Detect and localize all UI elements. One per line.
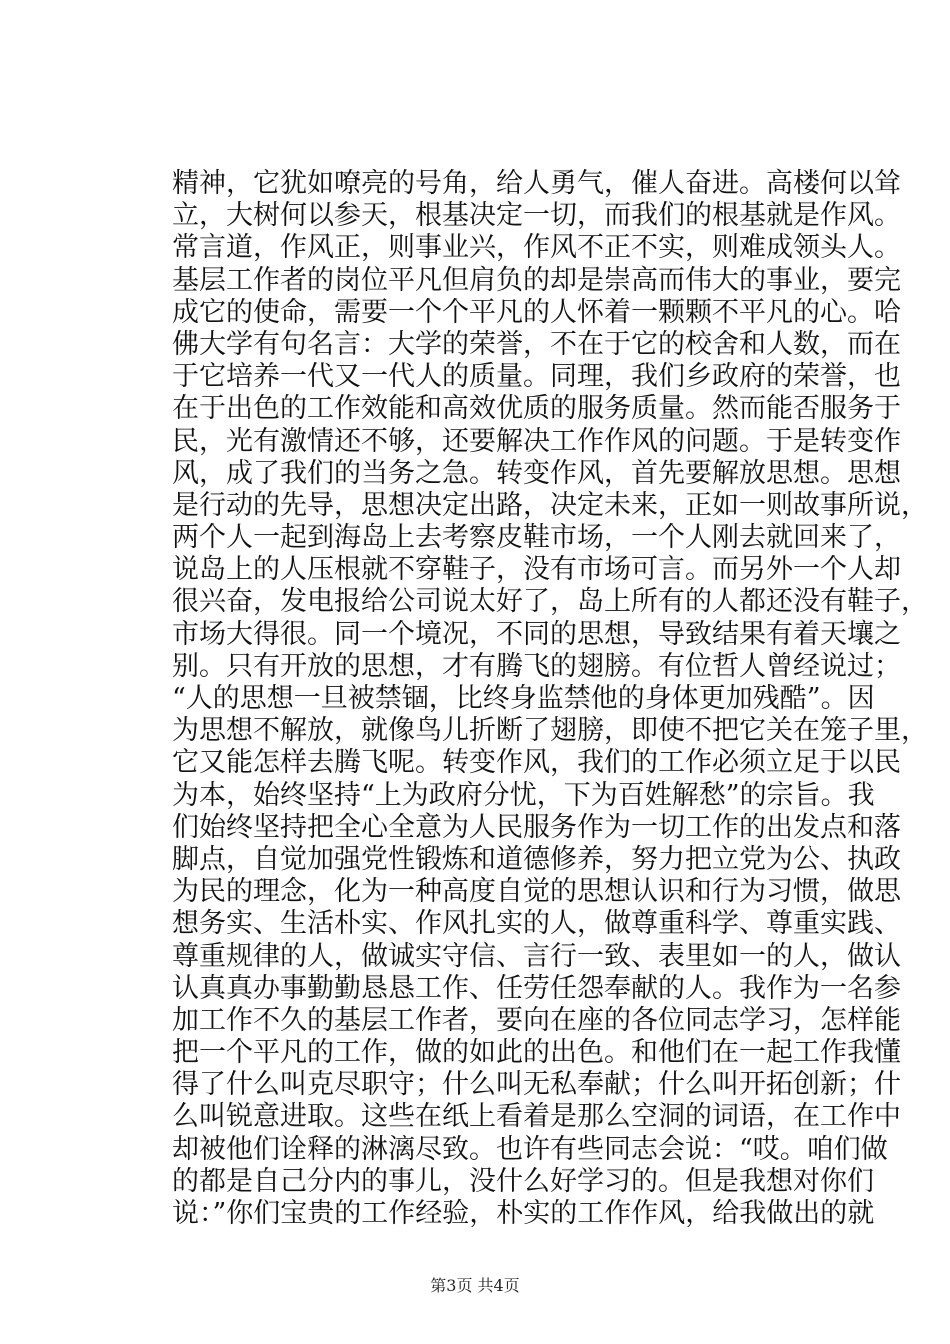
text-line: 们始终坚持把全心全意为人民服务作为一切工作的出发点和落	[172, 811, 901, 843]
text-line: 为思想不解放，就像鸟儿折断了翅膀，即使不把它关在笼子里，	[172, 715, 928, 747]
page-footer: 第3页 共4页	[430, 1276, 520, 1295]
text-line: 于它培养一代又一代人的质量。同理，我们乡政府的荣誉，也	[172, 361, 901, 393]
text-line: 说岛上的人压根就不穿鞋子，没有市场可言。而另外一个人却	[172, 554, 901, 586]
text-line: 基层工作者的岗位平凡但肩负的却是崇高而伟大的事业，要完	[172, 264, 901, 296]
text-line: 想务实、生活朴实、作风扎实的人，做尊重科学、尊重实践、	[172, 908, 901, 940]
text-line: 脚点，自觉加强党性锻炼和道德修养，努力把立党为公、执政	[172, 843, 901, 875]
text-line: 常言道，作风正，则事业兴，作风不正不实，则难成领头人。	[172, 232, 901, 264]
text-line: 精神，它犹如嘹亮的号角，给人勇气，催人奋进。高楼何以耸	[172, 168, 901, 199]
text-line: 民，光有激情还不够，还要解决工作作风的问题。于是转变作	[172, 425, 901, 457]
text-line: 佛大学有句名言：大学的荣誉，不在于它的校舍和人数，而在	[172, 328, 901, 360]
text-line: 为本，始终坚持“上为政府分忧，下为百姓解愁”的宗旨。我	[172, 779, 875, 811]
text-line: 风，成了我们的当务之急。转变作风，首先要解放思想。思想	[172, 457, 901, 489]
text-line: 很兴奋，发电报给公司说太好了，岛上所有的人都还没有鞋子，	[172, 586, 928, 618]
body-text	[172, 168, 928, 1230]
text-line: 尊重规律的人，做诚实守信、言行一致、表里如一的人，做认	[172, 940, 901, 972]
text-line: 是行动的先导，思想决定出路，决定未来，正如一则故事所说，	[172, 489, 928, 521]
text-line: 别。只有开放的思想，才有腾飞的翅膀。有位哲人曾经说过；	[172, 650, 901, 682]
text-line: 么叫锐意进取。这些在纸上看着是那么空洞的词语，在工作中	[172, 1101, 901, 1133]
text-line: 加工作不久的基层工作者，要向在座的各位同志学习，怎样能	[172, 1004, 901, 1036]
text-line: 两个人一起到海岛上去考察皮鞋市场，一个人刚去就回来了，	[172, 522, 901, 554]
text-line: 说：”你们宝贵的工作经验，朴实的工作作风，给我做出的就	[172, 1198, 875, 1229]
text-line: 为民的理念，化为一种高度自觉的思想认识和行为习惯，做思	[172, 876, 901, 908]
text-line: 它又能怎样去腾飞呢。转变作风，我们的工作必须立足于以民	[172, 747, 901, 779]
text-line: 认真真办事勤勤恳恳工作、任劳任怨奉献的人。我作为一名参	[172, 972, 901, 1004]
text-line: 却被他们诠释的淋漓尽致。也许有些同志会说：“哎。咱们做	[172, 1133, 888, 1165]
text-line: “人的思想一旦被禁锢，比终身监禁他的身体更加残酷”。因	[172, 683, 875, 714]
text-line: 得了什么叫克尽职守；什么叫无私奉献；什么叫开拓创新；什	[172, 1069, 901, 1101]
text-line: 市场大得很。同一个境况，不同的思想，导致结果有着天壤之	[172, 618, 901, 650]
text-line: 的都是自己分内的事儿，没什么好学习的。但是我想对你们	[172, 1165, 874, 1197]
text-line: 把一个平凡的工作，做的如此的出色。和他们在一起工作我懂	[172, 1037, 901, 1069]
text-line: 在于出色的工作效能和高效优质的服务质量。然而能否服务于	[172, 393, 901, 425]
text-line: 成它的使命，需要一个个平凡的人怀着一颗颗不平凡的心。哈	[172, 296, 901, 328]
text-line: 立，大树何以参天，根基决定一切，而我们的根基就是作风。	[172, 200, 901, 232]
